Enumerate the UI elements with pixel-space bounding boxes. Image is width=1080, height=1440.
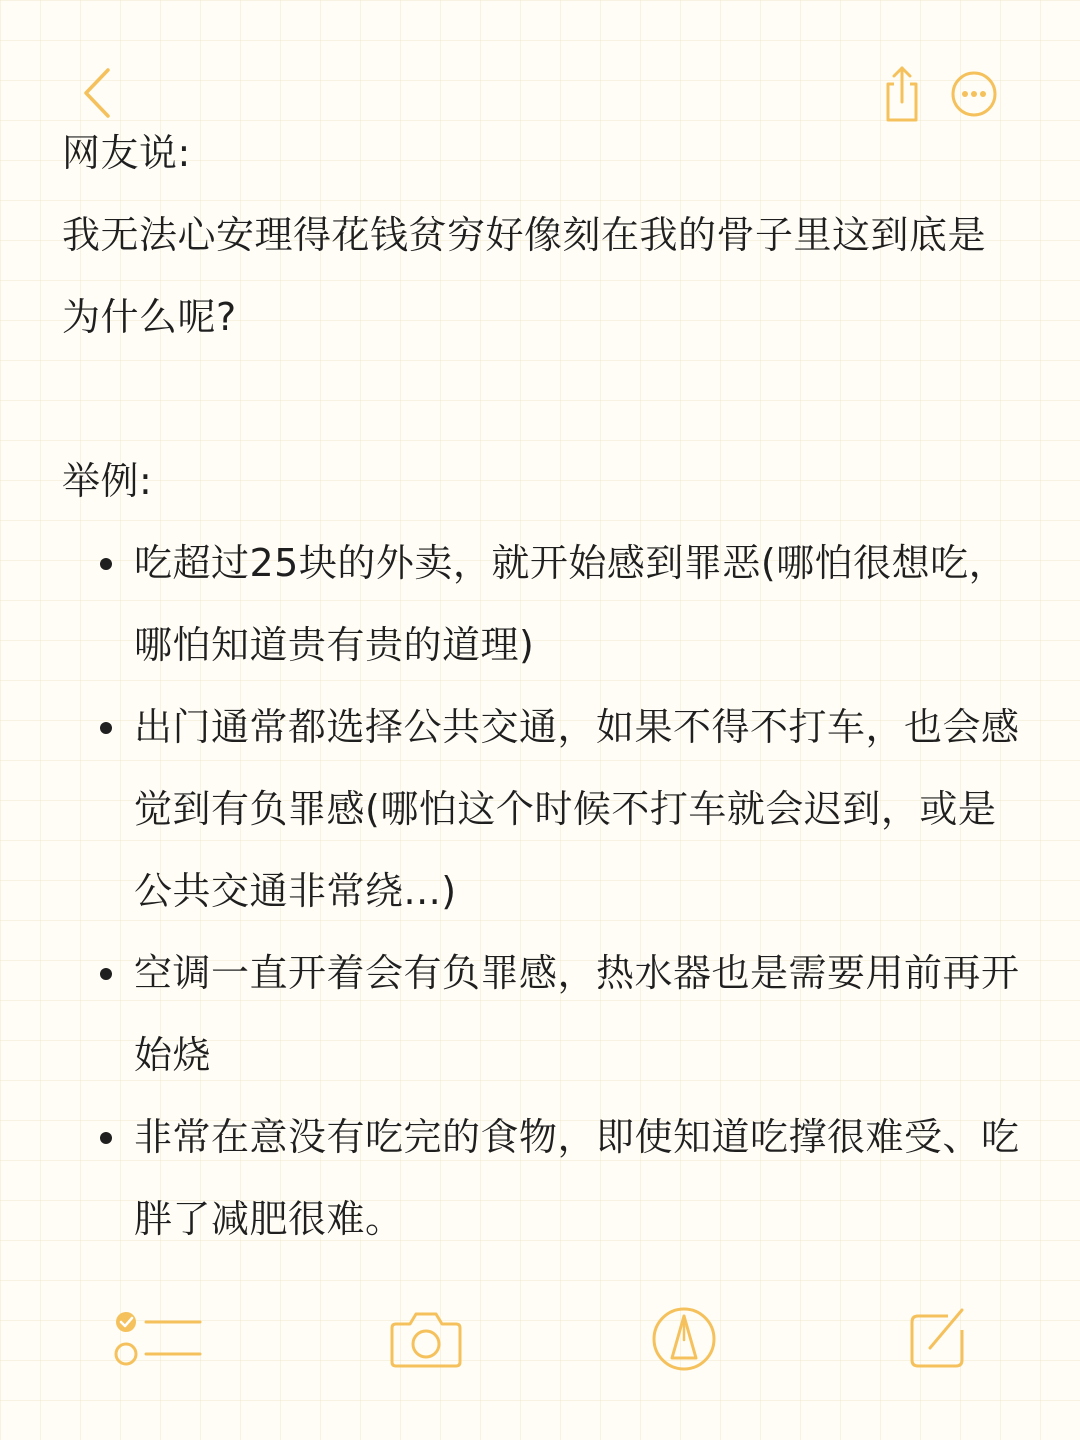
note-body[interactable] [62, 112, 1022, 1260]
list-item [62, 522, 1022, 686]
examples-list [62, 522, 1022, 1260]
pen-markup-icon [650, 1306, 718, 1372]
ellipsis-circle-icon [950, 70, 998, 118]
list-item [62, 932, 1022, 1096]
camera-icon [388, 1308, 464, 1370]
more-button[interactable] [950, 70, 998, 118]
compose-icon [906, 1304, 968, 1370]
bullet-dot [100, 1132, 112, 1144]
list-item-text: 吃超过25块的外卖，就开始感到罪恶(哪怕很想吃，哪怕知道贵有贵的道理) [134, 541, 1008, 667]
list-item-text: 空调一直开着会有负罪感，热水器也是需要用前再开始烧 [134, 951, 1020, 1077]
markup-button[interactable] [650, 1306, 718, 1372]
checklist-icon [112, 1308, 204, 1370]
list-item-text: 出门通常都选择公共交通，如果不得不打车，也会感觉到有负罪感(哪怕这个时候不打车就会迟到，或是公共交通非常绕...) [134, 705, 1020, 913]
bullet-dot [100, 722, 112, 734]
list-item [62, 1096, 1022, 1260]
note-question: 我无法心安理得花钱贫穷好像刻在我的骨子里这到底是为什么呢? [62, 213, 987, 339]
list-item-text: 非常在意没有吃完的食物，即使知道吃撑很难受、吃胖了减肥很难。 [134, 1115, 1020, 1241]
list-item [62, 686, 1022, 932]
checklist-button[interactable] [112, 1308, 204, 1370]
compose-button[interactable] [906, 1304, 968, 1370]
note-line-intro: 网友说: [62, 131, 191, 175]
examples-heading: 举例: [62, 459, 153, 503]
bullet-dot [100, 968, 112, 980]
bullet-dot [100, 558, 112, 570]
blank-line [62, 358, 1022, 440]
camera-button[interactable] [388, 1308, 464, 1370]
